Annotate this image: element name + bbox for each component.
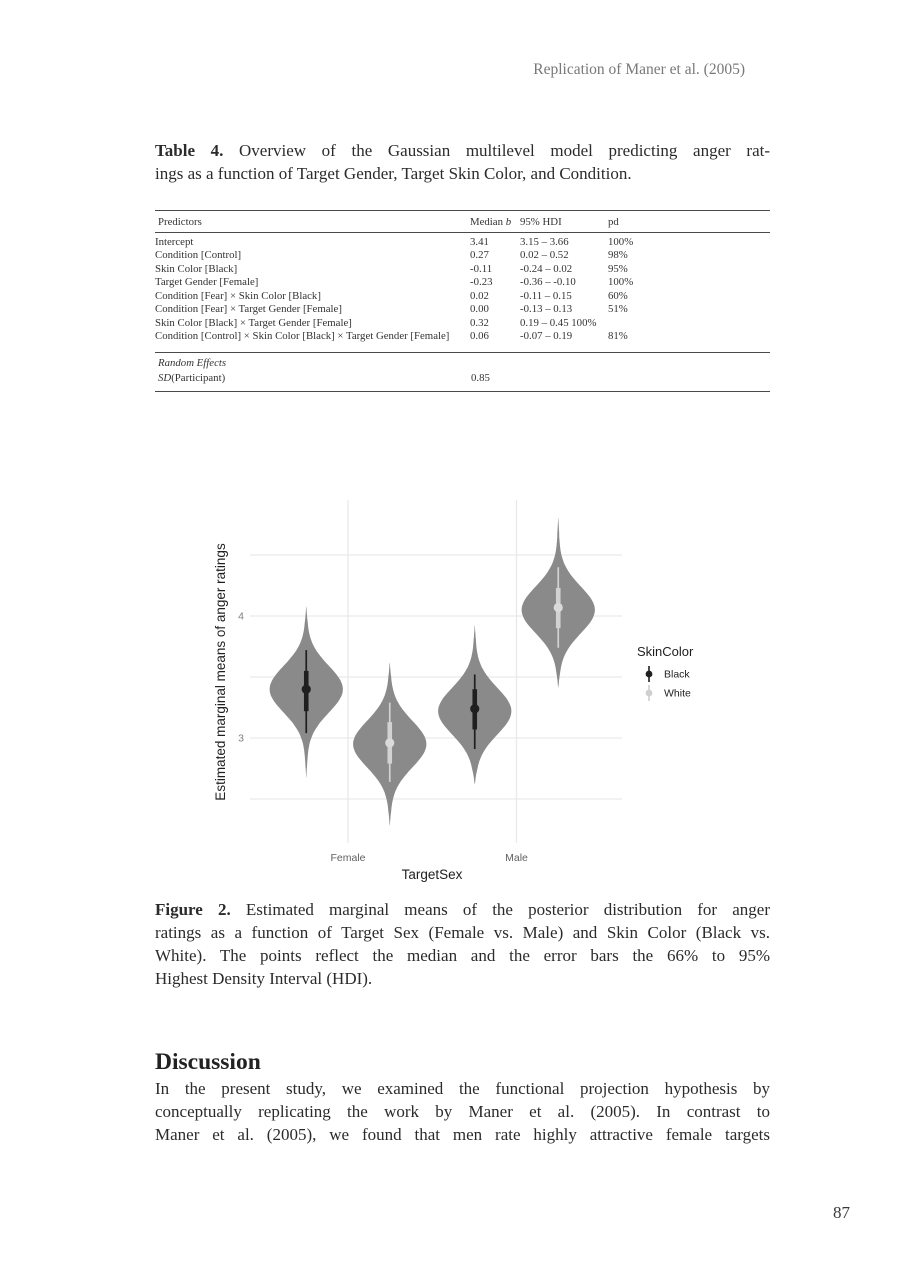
figure2-chart bbox=[150, 488, 770, 888]
random-effects-label: Random Effects bbox=[158, 356, 227, 369]
sd-participant-row: SD(Participant) 0.85 bbox=[155, 371, 770, 391]
table4-caption-line2: ings as a function of Target Gender, Target Skin Color, and Condition. bbox=[155, 164, 632, 183]
median-point bbox=[385, 738, 394, 747]
random-effects-row bbox=[155, 352, 770, 371]
figure2 bbox=[150, 488, 770, 888]
median-point bbox=[302, 685, 311, 694]
y-tick-label: 4 bbox=[238, 610, 244, 623]
table4-caption bbox=[155, 139, 770, 185]
x-tick-label: Male bbox=[505, 852, 528, 864]
table4-caption-line1: Table 4. Overview of the Gaussian multilevel model predicting anger rat- bbox=[155, 141, 771, 160]
table-header-row bbox=[155, 211, 770, 233]
figure2-caption: Figure 2. Estimated marginal means of the posterior distribution for anger ratings as a function of Target Sex (Female vs. Male) and Skin Color (Black vs. White). The points reflect the median and the error bars the 66% to 95% Highest Density Interval (HDI). bbox=[155, 900, 770, 988]
legend-point-icon bbox=[646, 690, 653, 697]
discussion-paragraph: In the present study, we examined the functional projection hypothesis by conceptually replicating the work by Maner et al. (2005). In contrast to Maner et al. (2005), we found that men rate highly attractive female targets bbox=[155, 1079, 770, 1145]
figure2-caption-line1: Figure 2. Estimated marginal means of the posterior distribution for anger bbox=[155, 900, 770, 919]
median-point bbox=[554, 603, 563, 612]
legend-entry-label: Black bbox=[664, 668, 690, 681]
y-axis-title: Estimated marginal means of anger ratings bbox=[213, 543, 228, 801]
col-header-hdi: 95% HDI bbox=[520, 211, 608, 233]
discussion-heading: Discussion bbox=[155, 1048, 261, 1075]
table-row: Intercept 3.41 3.15 – 3.66 100% bbox=[155, 236, 634, 248]
y-tick-label: 3 bbox=[238, 732, 244, 745]
table-row: Condition [Fear] × Target Gender [Female] 0.00 -0.13 – 0.13 51% bbox=[155, 303, 628, 316]
table-row: Skin Color [Black] -0.11 -0.24 – 0.02 95% bbox=[155, 262, 628, 275]
x-axis-title: TargetSex bbox=[401, 867, 463, 882]
table-row: Skin Color [Black] × Target Gender [Female] 0.32 0.19 – 0.45 100% bbox=[155, 316, 597, 329]
table-row: Target Gender [Female] -0.23 -0.36 – -0.10 100% bbox=[155, 276, 634, 289]
x-tick-label: Female bbox=[330, 852, 366, 864]
table-row: Condition [Control] 0.27 0.02 – 0.52 98% bbox=[155, 249, 628, 262]
model-table bbox=[155, 210, 770, 392]
table4-caption-label: Table 4. bbox=[155, 141, 224, 160]
running-header: Replication of Maner et al. (2005) bbox=[533, 61, 745, 78]
col-header-median-b: Median b bbox=[470, 211, 520, 233]
legend-title: SkinColor bbox=[637, 644, 694, 659]
table-row: Condition [Fear] × Skin Color [Black] 0.02 -0.11 – 0.15 60% bbox=[155, 289, 628, 302]
figure2-caption-label: Figure 2. bbox=[155, 900, 231, 919]
col-header-pd: pd bbox=[608, 211, 770, 233]
sd-value: 0.85 bbox=[470, 371, 520, 391]
legend-entry-label: White bbox=[664, 687, 691, 700]
table-row: Condition [Control] × Skin Color [Black] × Target Gender [Female] 0.06 -0.07 – 0.19 81% bbox=[155, 330, 628, 343]
col-header-predictors: Predictors bbox=[155, 211, 470, 233]
legend-point-icon bbox=[646, 671, 653, 678]
page-number: 87 bbox=[833, 1203, 850, 1222]
median-point bbox=[470, 704, 479, 713]
